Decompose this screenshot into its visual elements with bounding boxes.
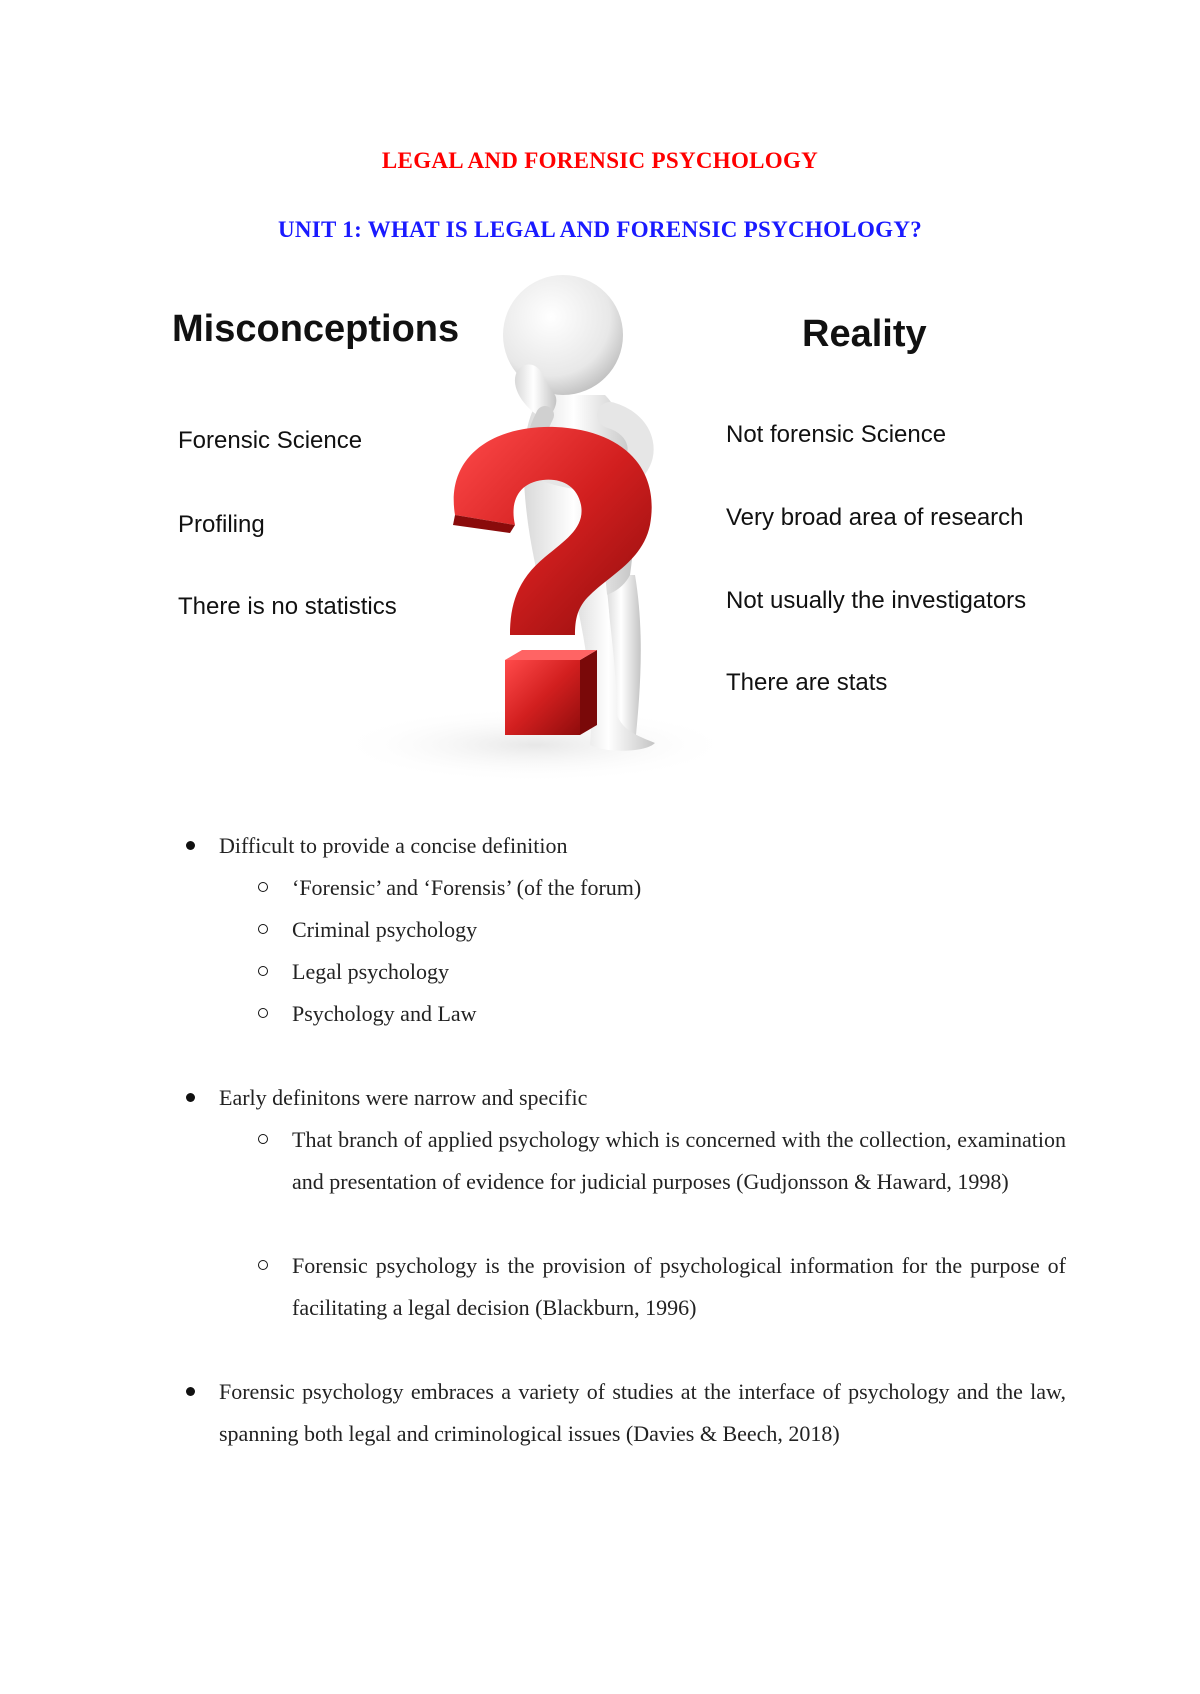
- bullet-icon: [186, 1093, 195, 1102]
- bullet-text: Early definitons were narrow and specific: [219, 1085, 588, 1110]
- sub-bullet-icon: [258, 966, 268, 976]
- sub-bullet-icon: [258, 1260, 268, 1270]
- reality-item: There are stats: [726, 669, 888, 696]
- sub-bullet-text: That branch of applied psychology which is concerned with the collection, examination and presentation of evidence for judicial purposes (Gudjonsson & Haward, 1998): [292, 1127, 1066, 1194]
- sub-bullet-icon: [258, 1134, 268, 1144]
- sub-bullet-icon: [258, 924, 268, 934]
- misconceptions-heading: Misconceptions: [172, 308, 460, 350]
- sub-bullet-text: Psychology and Law: [292, 1001, 477, 1026]
- bullet-text: Forensic psychology embraces a variety of studies at the interface of psychology and the law, spanning both legal and criminological issues (Davies & Beech, 2018): [219, 1379, 1066, 1446]
- thinking-person-question-mark-icon: [305, 275, 725, 785]
- misconceptions-reality-figure: [160, 275, 1060, 785]
- reality-item: Not forensic Science: [726, 421, 947, 448]
- misconception-item: There is no statistics: [178, 593, 397, 620]
- misconception-item: Forensic Science: [178, 427, 363, 454]
- bullet-icon: [186, 841, 195, 850]
- sub-bullet-text: Forensic psychology is the provision of psychological information for the purpose of facilitating a legal decision (Blackburn, 1996): [292, 1253, 1066, 1320]
- misconception-item: Profiling: [178, 511, 265, 538]
- reality-heading: Reality: [802, 313, 927, 355]
- sub-bullet-text: ‘Forensic’ and ‘Forensis’ (of the forum): [292, 875, 642, 900]
- sub-bullet-text: Legal psychology: [292, 959, 450, 984]
- bullet-icon: [186, 1387, 195, 1396]
- unit-title: UNIT 1: WHAT IS LEGAL AND FORENSIC PSYCHOLOGY?: [277, 217, 923, 242]
- reality-item: Not usually the investigators: [726, 587, 1027, 614]
- document-title: LEGAL AND FORENSIC PSYCHOLOGY: [381, 148, 819, 173]
- bullet-text: Difficult to provide a concise definition: [219, 833, 568, 858]
- sub-bullet-icon: [258, 1008, 268, 1018]
- reality-item: Very broad area of research: [726, 504, 1024, 531]
- sub-bullet-icon: [258, 882, 268, 892]
- sub-bullet-text: Criminal psychology: [292, 917, 478, 942]
